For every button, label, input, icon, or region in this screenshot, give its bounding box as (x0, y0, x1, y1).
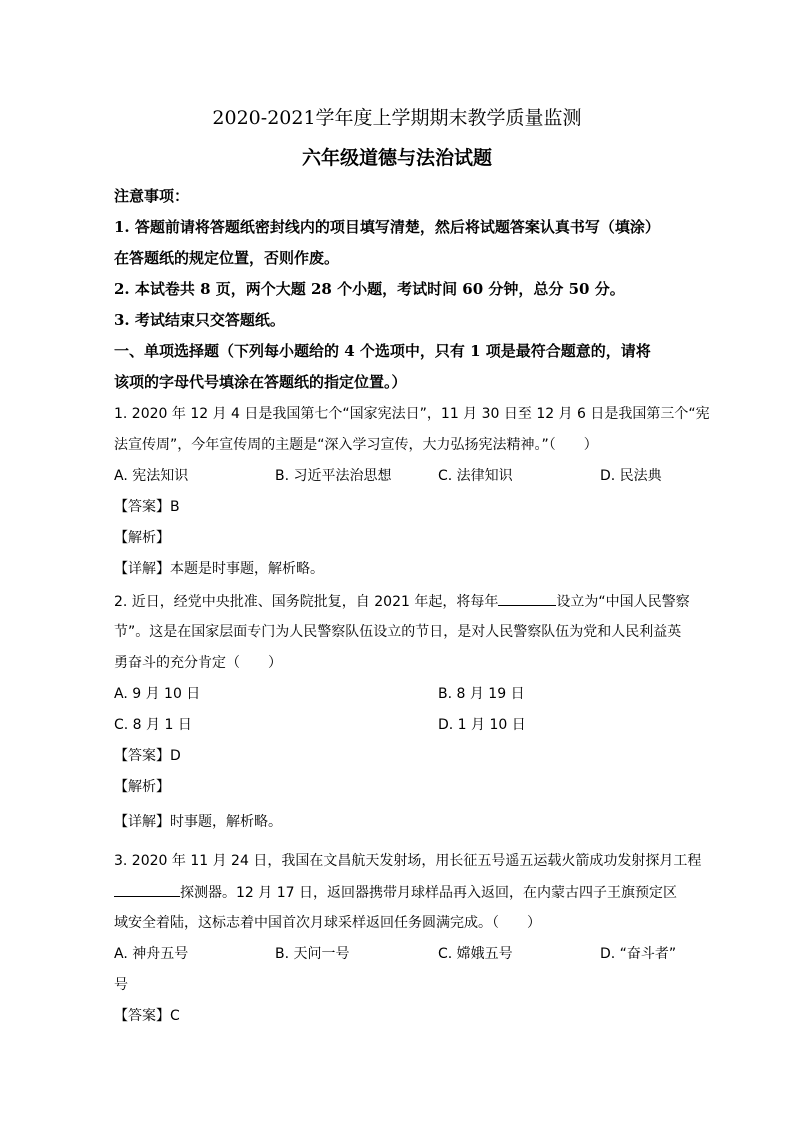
q3-stem-part-2: 探测器。12 月 17 日，返回器携带月球样品再入返回，在内蒙古四子王旗预定区 (180, 885, 677, 901)
q1-option-c: C. 法律知识 (438, 468, 513, 484)
q1-option-a: A. 宪法知识 (114, 468, 189, 484)
notice-item-1-line-2: 在答题纸的规定位置，否则作废。 (114, 249, 340, 267)
section-1-heading-line-2: 该项的字母代号填涂在答题纸的指定位置。） (114, 373, 407, 391)
answer-tag: 【答案】 (114, 748, 170, 764)
notice-heading: 注意事项： (114, 187, 190, 205)
q1-option-b: B. 习近平法治思想 (275, 468, 392, 484)
q2-option-b: B. 8 月 19 日 (438, 686, 525, 702)
q2-analysis-tag: 【解析】 (114, 779, 170, 795)
detail-tag: 【详解】 (114, 814, 170, 830)
q3-option-d-wrap: 号 (114, 977, 128, 993)
q2-stem-line-1 (114, 591, 690, 612)
q2-stem-part-1: 2. 近日，经党中央批准、国务院批复，自 2021 年起，将每年 (114, 594, 499, 610)
detail-text: 本题是时事题，解析略。 (170, 561, 324, 577)
q1-detail (114, 559, 324, 579)
q3-option-d: D. “奋斗者” (600, 946, 677, 962)
answer-value: B (170, 499, 180, 515)
q3-stem-line-2 (114, 882, 677, 903)
answer-value: D (170, 748, 181, 764)
q2-stem-part-2: 设立为“中国人民警察 (556, 594, 690, 610)
q1-analysis-tag: 【解析】 (114, 530, 170, 546)
answer-value: C (170, 1008, 180, 1024)
q2-option-c: C. 8 月 1 日 (114, 717, 192, 733)
q1-option-d: D. 民法典 (600, 468, 662, 484)
detail-text: 时事题，解析略。 (170, 814, 282, 830)
notice-item-3: 3. 考试结束只交答题纸。 (114, 311, 285, 329)
q3-option-a: A. 神舟五号 (114, 946, 189, 962)
q2-option-a: A. 9 月 10 日 (114, 686, 201, 702)
q3-option-c: C. 嫦娥五号 (438, 946, 513, 962)
exam-subtitle: 六年级道德与法治试题 (301, 147, 492, 169)
notice-item-2: 2. 本试卷共 8 页，两个大题 28 个小题，考试时间 60 分钟，总分 50 分。 (114, 280, 625, 298)
answer-tag: 【答案】 (114, 499, 170, 515)
q2-fill-blank (498, 591, 556, 606)
q3-stem-line-3: 域安全着陆，这标志着中国首次月球采样返回任务圆满完成。（ ） (114, 915, 541, 931)
notice-item-1-line-1: 1. 答题前请将答题纸密封线内的项目填写清楚，然后将试题答案认真书写（填涂） (114, 218, 660, 236)
detail-tag: 【详解】 (114, 561, 170, 577)
q2-stem-line-2: 节”。这是在国家层面专门为人民警察队伍设立的节日，是对人民警察队伍为党和人民利益英 (114, 624, 682, 640)
q3-stem-line-1: 3. 2020 年 11 月 24 日，我国在文昌航天发射场，用长征五号遥五运载火箭成功发射探月工程 (114, 853, 702, 869)
q2-stem-line-3: 勇奋斗的充分肯定（ ） (114, 655, 282, 671)
q2-detail (114, 812, 282, 832)
q2-option-d: D. 1 月 10 日 (438, 717, 526, 733)
q2-answer (114, 746, 181, 766)
q1-stem-line-1: 1. 2020 年 12 月 4 日是我国第七个“国家宪法日”，11 月 30 日至 12 月 6 日是我国第三个“宪 (114, 406, 710, 422)
q3-answer (114, 1006, 180, 1026)
q1-stem-line-2: 法宣传周”，今年宣传周的主题是“深入学习宣传，大力弘扬宪法精神。”（ ） (114, 437, 598, 453)
q3-option-b: B. 天问一号 (275, 946, 350, 962)
exam-title: 2020-2021学年度上学期期末教学质量监测 (212, 107, 582, 129)
q3-fill-blank (114, 882, 180, 897)
q1-answer (114, 497, 180, 517)
section-1-heading-line-1: 一、单项选择题（下列每小题给的 4 个选项中，只有 1 项是最符合题意的，请将 (114, 342, 651, 360)
answer-tag: 【答案】 (114, 1008, 170, 1024)
